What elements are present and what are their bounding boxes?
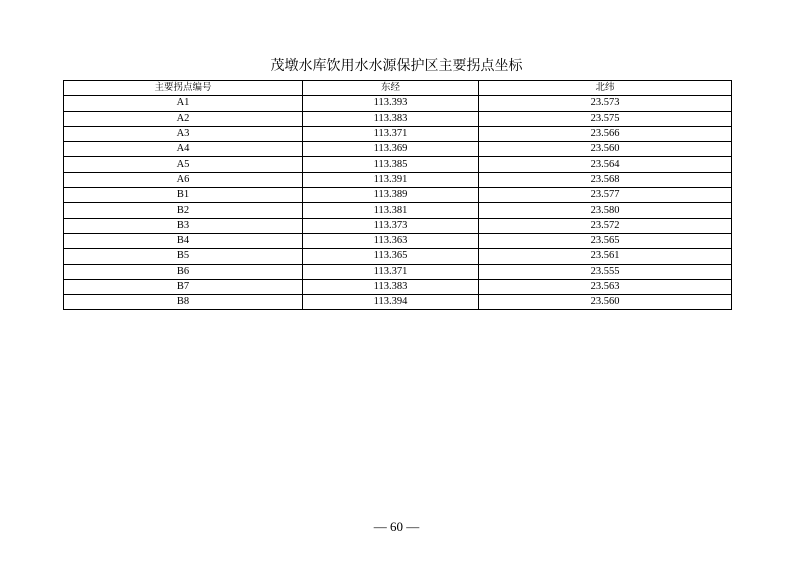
table-row bbox=[64, 111, 732, 126]
latitude-cell: 23.573 bbox=[479, 96, 732, 111]
table-row bbox=[64, 96, 732, 111]
point-id-cell: A4 bbox=[64, 142, 303, 157]
latitude-cell: 23.565 bbox=[479, 233, 732, 248]
coordinates-table bbox=[63, 80, 732, 310]
point-id-cell: B6 bbox=[64, 264, 303, 279]
column-header-longitude: 东经 bbox=[303, 81, 479, 96]
longitude-cell: 113.363 bbox=[303, 233, 479, 248]
latitude-cell: 23.568 bbox=[479, 172, 732, 187]
longitude-cell: 113.383 bbox=[303, 111, 479, 126]
point-id-cell: A5 bbox=[64, 157, 303, 172]
latitude-cell: 23.560 bbox=[479, 295, 732, 310]
point-id-cell: A3 bbox=[64, 126, 303, 141]
latitude-cell: 23.580 bbox=[479, 203, 732, 218]
longitude-cell: 113.385 bbox=[303, 157, 479, 172]
table-row bbox=[64, 203, 732, 218]
table-row bbox=[64, 233, 732, 248]
point-id-cell: A6 bbox=[64, 172, 303, 187]
longitude-cell: 113.394 bbox=[303, 295, 479, 310]
longitude-cell: 113.383 bbox=[303, 279, 479, 294]
table-header-row bbox=[64, 81, 732, 96]
table-row bbox=[64, 218, 732, 233]
longitude-cell: 113.365 bbox=[303, 249, 479, 264]
column-header-latitude: 北纬 bbox=[479, 81, 732, 96]
latitude-cell: 23.561 bbox=[479, 249, 732, 264]
point-id-cell: B1 bbox=[64, 188, 303, 203]
table-row bbox=[64, 142, 732, 157]
longitude-cell: 113.389 bbox=[303, 188, 479, 203]
table-row bbox=[64, 188, 732, 203]
point-id-cell: A1 bbox=[64, 96, 303, 111]
longitude-cell: 113.381 bbox=[303, 203, 479, 218]
longitude-cell: 113.369 bbox=[303, 142, 479, 157]
point-id-cell: A2 bbox=[64, 111, 303, 126]
longitude-cell: 113.373 bbox=[303, 218, 479, 233]
longitude-cell: 113.393 bbox=[303, 96, 479, 111]
point-id-cell: B5 bbox=[64, 249, 303, 264]
page-number: — 60 — bbox=[373, 519, 420, 534]
table-body bbox=[64, 96, 732, 310]
longitude-cell: 113.391 bbox=[303, 172, 479, 187]
latitude-cell: 23.564 bbox=[479, 157, 732, 172]
table-row bbox=[64, 157, 732, 172]
table-row bbox=[64, 279, 732, 294]
latitude-cell: 23.566 bbox=[479, 126, 732, 141]
latitude-cell: 23.555 bbox=[479, 264, 732, 279]
point-id-cell: B3 bbox=[64, 218, 303, 233]
latitude-cell: 23.575 bbox=[479, 111, 732, 126]
longitude-cell: 113.371 bbox=[303, 264, 479, 279]
point-id-cell: B8 bbox=[64, 295, 303, 310]
longitude-cell: 113.371 bbox=[303, 126, 479, 141]
point-id-cell: B7 bbox=[64, 279, 303, 294]
column-header-point-id: 主要拐点编号 bbox=[64, 81, 303, 96]
latitude-cell: 23.560 bbox=[479, 142, 732, 157]
table-row bbox=[64, 172, 732, 187]
page-title: 茂墩水库饮用水水源保护区主要拐点坐标 bbox=[270, 58, 523, 74]
point-id-cell: B2 bbox=[64, 203, 303, 218]
latitude-cell: 23.572 bbox=[479, 218, 732, 233]
table-row bbox=[64, 126, 732, 141]
latitude-cell: 23.577 bbox=[479, 188, 732, 203]
table-row bbox=[64, 249, 732, 264]
latitude-cell: 23.563 bbox=[479, 279, 732, 294]
table-row bbox=[64, 264, 732, 279]
table-row bbox=[64, 295, 732, 310]
point-id-cell: B4 bbox=[64, 233, 303, 248]
